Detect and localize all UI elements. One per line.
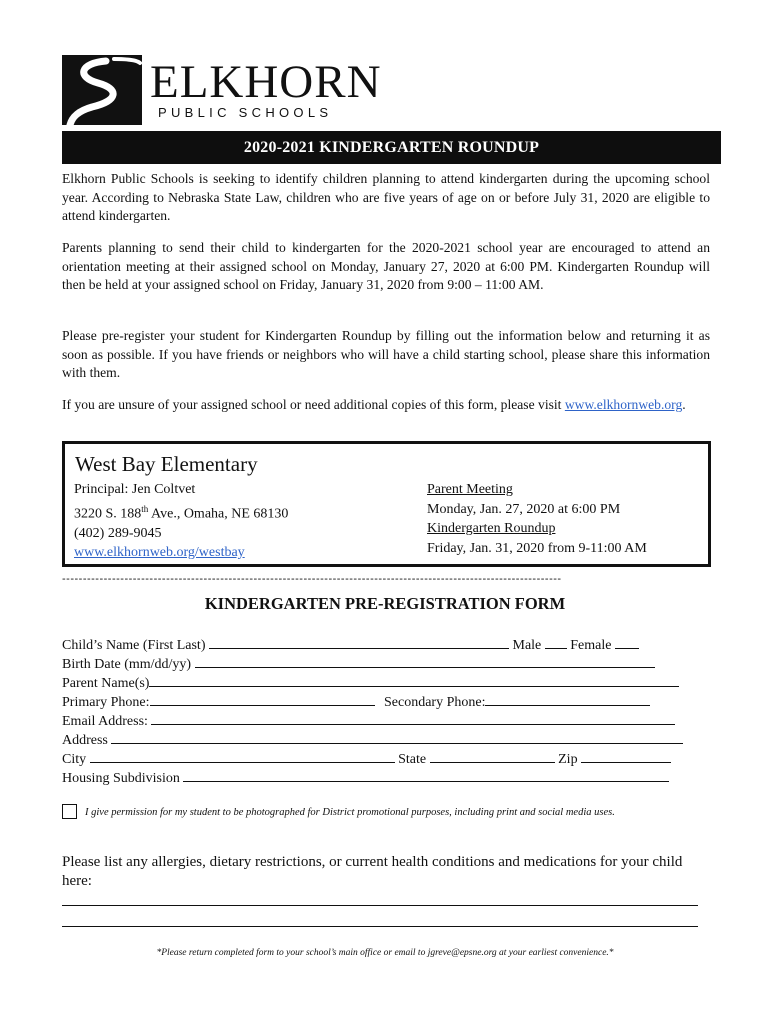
- intro-paragraph-4: [62, 396, 710, 415]
- meeting-label: Parent Meeting: [427, 482, 513, 497]
- parent-name-field[interactable]: [149, 672, 679, 687]
- address-number: 3220 S. 188: [74, 506, 142, 522]
- housing-label: Housing Subdivision: [62, 771, 180, 786]
- logo-name: ELKHORN: [150, 56, 382, 108]
- school-phone: (402) 289-9045: [74, 525, 162, 541]
- period: .: [682, 397, 686, 412]
- zip-label: Zip: [558, 752, 578, 767]
- address-rest: Ave., Omaha, NE 68130: [148, 506, 289, 522]
- address-field[interactable]: [111, 729, 683, 744]
- housing-row: [62, 767, 702, 786]
- school-address: [74, 500, 288, 524]
- school-website-link[interactable]: www.elkhornweb.org/westbay: [74, 545, 245, 561]
- address-row: [62, 729, 702, 748]
- secondary-phone-label: Secondary Phone:: [384, 695, 486, 710]
- child-name-label: Child’s Name (First Last): [62, 638, 206, 653]
- allergies-line-2[interactable]: [62, 926, 698, 927]
- child-name-field[interactable]: [209, 634, 509, 649]
- intro-paragraph-1: Elkhorn Public Schools is seeking to identify children planning to attend kindergarten during the upcoming school year. According to Nebraska State Law, children who are five years of age on or before July 31, 2020 are eligible to attend kindergarten.: [62, 171, 710, 224]
- male-field[interactable]: [545, 634, 567, 649]
- river-logo-icon: [62, 55, 142, 125]
- female-label: Female: [570, 638, 612, 653]
- form-title: KINDERGARTEN PRE-REGISTRATION FORM: [204, 594, 566, 613]
- email-field[interactable]: [151, 710, 675, 725]
- allergies-line-1[interactable]: [62, 905, 698, 906]
- primary-phone-field[interactable]: [150, 691, 375, 706]
- secondary-phone-field[interactable]: [485, 691, 650, 706]
- city-state-zip-row: [62, 748, 702, 767]
- parent-name-label: Parent Name(s): [62, 676, 150, 691]
- intro-paragraph-2: Parents planning to send their child to kindergarten for the 2020-2021 school year are encouraged to attend an orientation meeting at their assigned school on Monday, January 27, 2020 at 6:00 PM. Kindergarten Roundup will then be held at your assigned school on Friday, January 31, 2020 from 9:00 – 11:00 AM.: [62, 240, 710, 293]
- parent-name-row: [62, 672, 702, 691]
- page-title: 2020-2021 KINDERGARTEN ROUNDUP: [62, 131, 721, 164]
- city-label: City: [62, 752, 87, 767]
- email-row: [62, 710, 702, 729]
- primary-phone-label: Primary Phone:: [62, 695, 150, 710]
- visit-text: If you are unsure of your assigned school or need additional copies of this form, please visit: [62, 397, 565, 412]
- city-field[interactable]: [90, 748, 395, 763]
- return-instructions: *Please return completed form to your school’s main office or email to jgreve@epsne.org at your earliest convenience.*: [156, 948, 614, 958]
- child-name-row: [62, 634, 702, 653]
- phone-row: [62, 691, 702, 710]
- roundup-time: Friday, Jan. 31, 2020 from 9-11:00 AM: [427, 540, 647, 556]
- housing-field[interactable]: [183, 767, 669, 782]
- district-logo: [62, 55, 382, 127]
- school-events: [427, 480, 647, 558]
- address-label: Address: [62, 733, 108, 748]
- birth-date-row: [62, 653, 702, 672]
- male-label: Male: [512, 638, 542, 653]
- birth-date-field[interactable]: [195, 653, 655, 668]
- photo-permission-text: I give permission for my student to be photographed for District promotional purposes, including print and social media uses.: [85, 807, 615, 818]
- address-suffix: th: [141, 503, 149, 514]
- zip-field[interactable]: [581, 748, 671, 763]
- school-info-box: [62, 441, 711, 567]
- roundup-label: Kindergarten Roundup: [427, 521, 556, 536]
- state-label: State: [398, 752, 427, 767]
- birth-date-label: Birth Date (mm/dd/yy): [62, 657, 192, 672]
- logo-subtitle: PUBLIC SCHOOLS: [158, 105, 333, 120]
- principal: Principal: Jen Coltvet: [74, 482, 196, 497]
- cut-line: ------------------------------------------------------------------------------------------------------------------------: [62, 573, 562, 585]
- school-contact: [74, 480, 288, 563]
- email-label: Email Address:: [62, 714, 148, 729]
- intro-paragraph-3: Please pre-register your student for Kindergarten Roundup by filling out the information below and returning it as soon as possible. If you have friends or neighbors who will have a child starting school, please share this information with them.: [62, 328, 710, 381]
- school-name: West Bay Elementary: [75, 452, 258, 476]
- photo-permission-checkbox[interactable]: [62, 804, 77, 819]
- meeting-time: Monday, Jan. 27, 2020 at 6:00 PM: [427, 501, 621, 517]
- female-field[interactable]: [615, 634, 639, 649]
- allergies-prompt: Please list any allergies, dietary restrictions, or current health conditions and medications for your child here:: [62, 854, 683, 889]
- district-website-link[interactable]: www.elkhornweb.org: [564, 397, 683, 412]
- state-field[interactable]: [430, 748, 555, 763]
